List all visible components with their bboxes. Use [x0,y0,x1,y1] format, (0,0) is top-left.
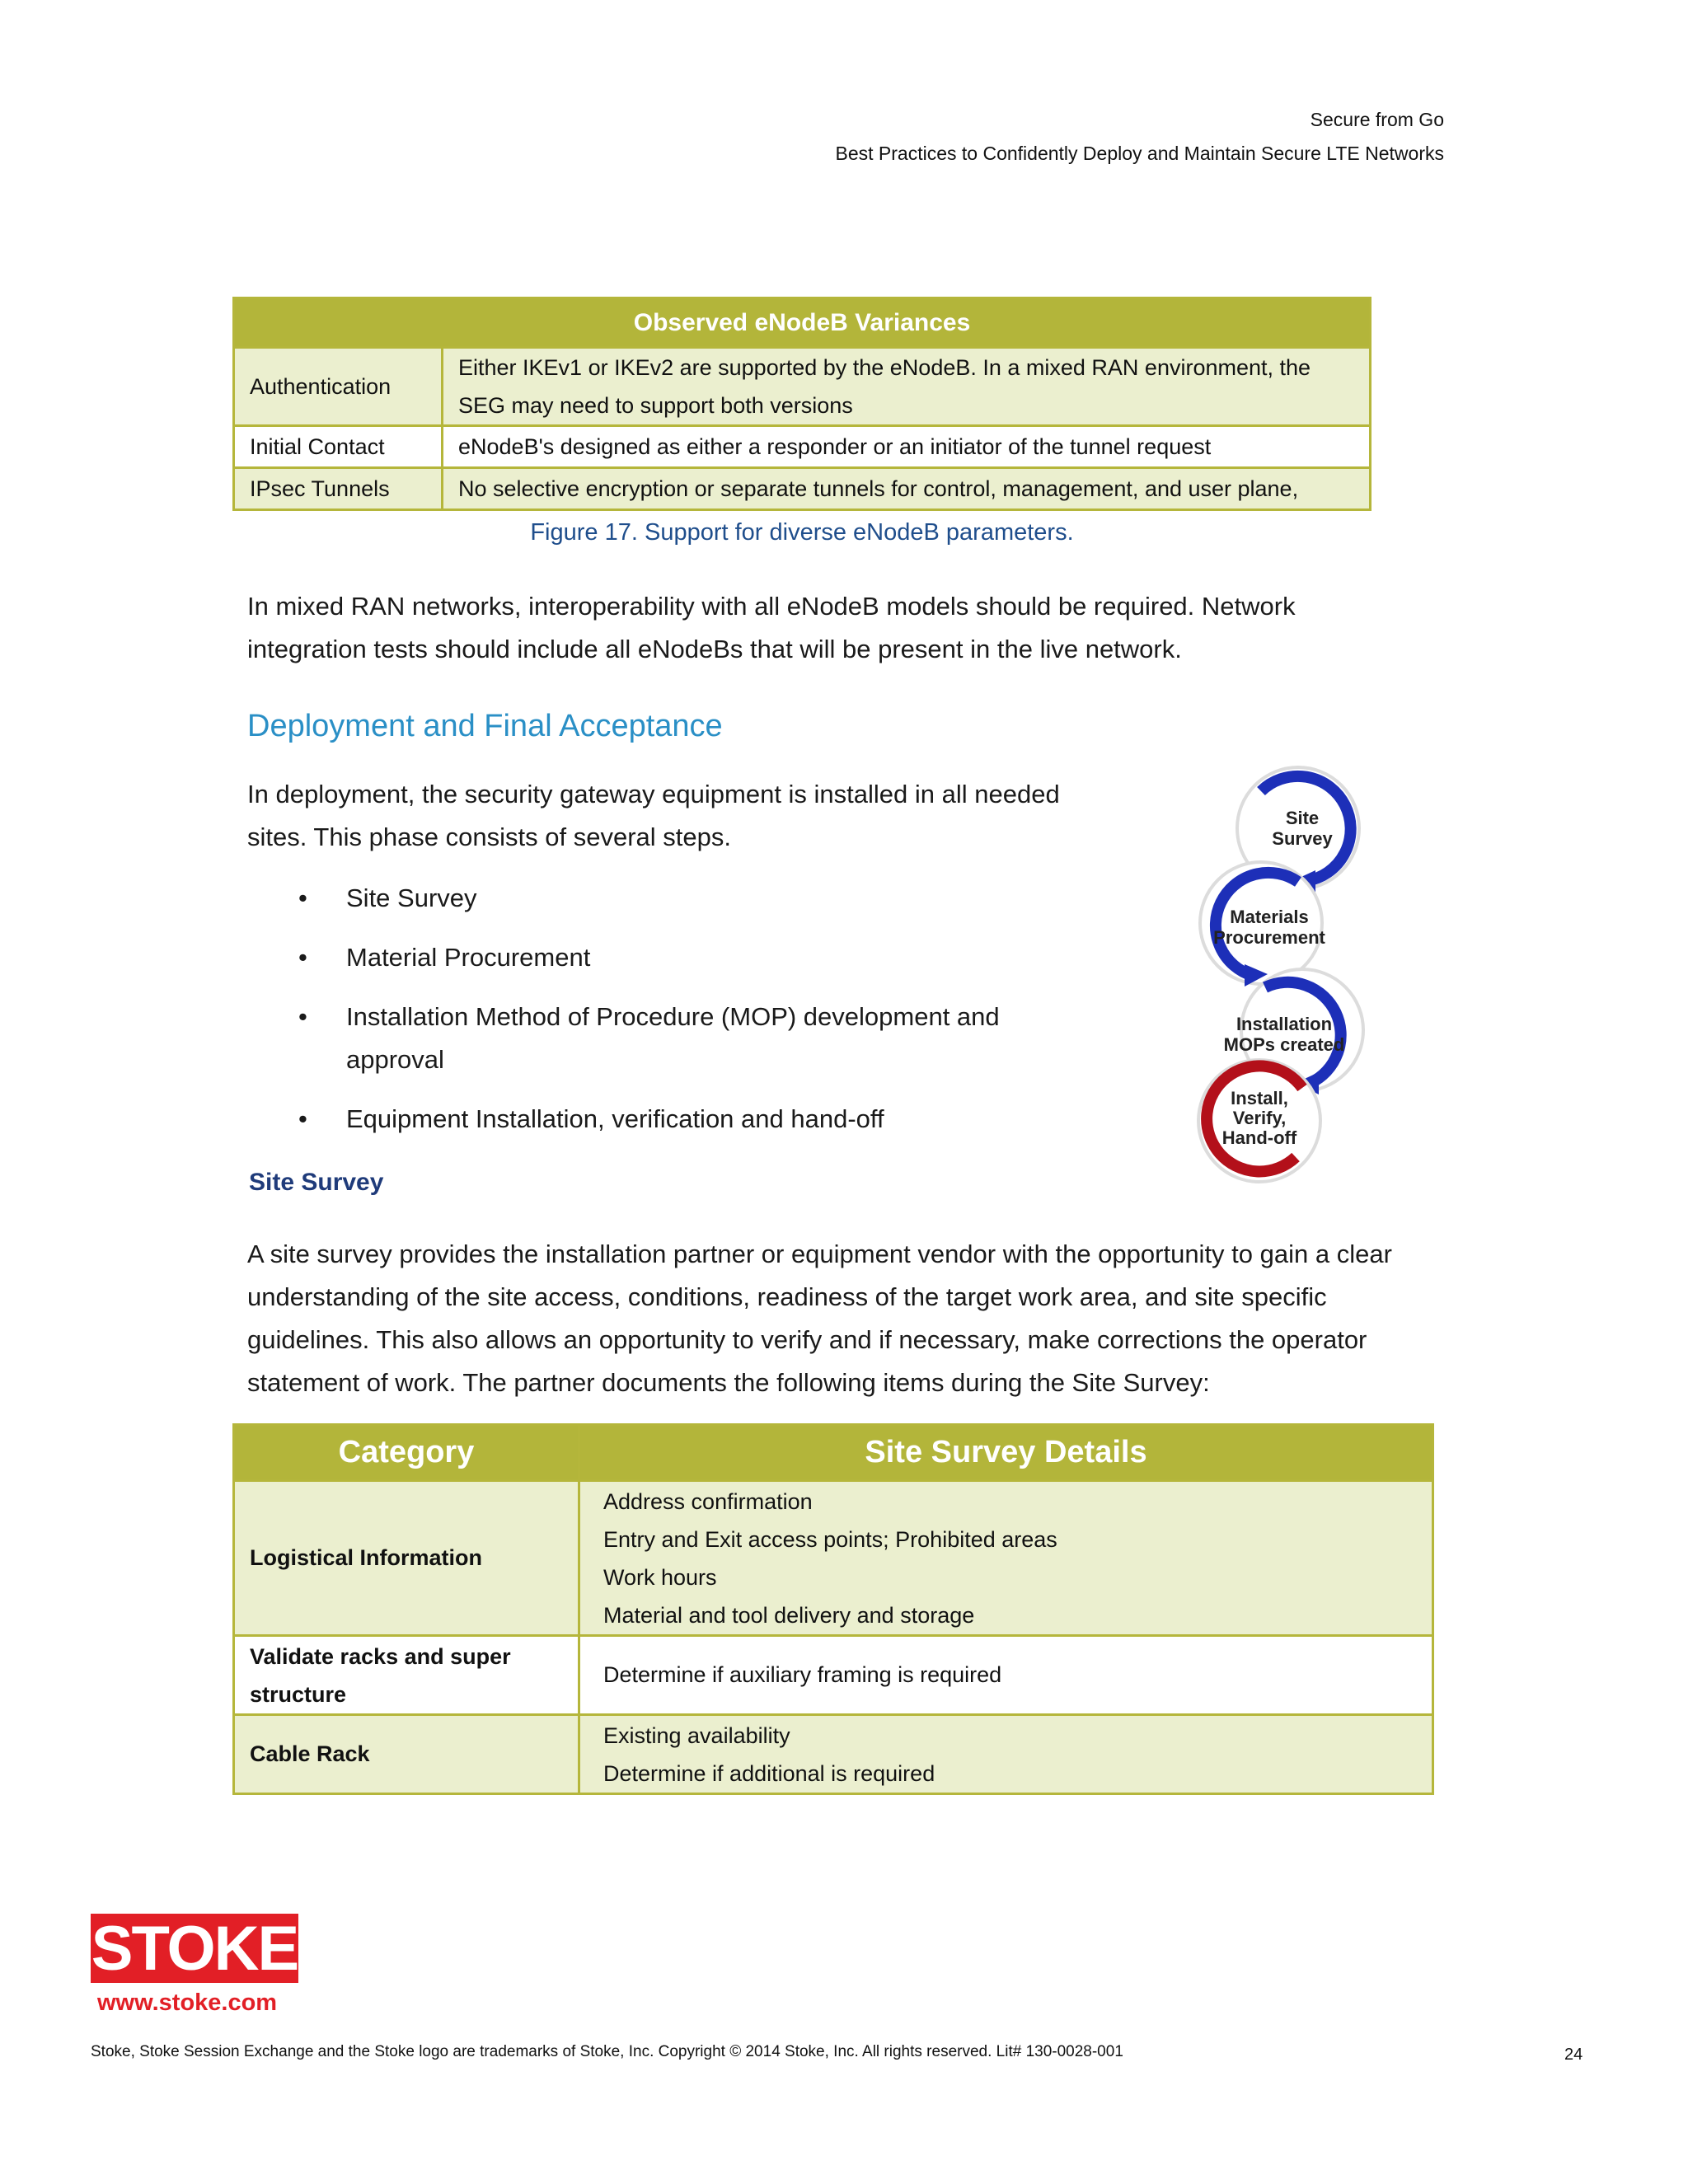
page-number: 24 [1564,2046,1583,2064]
header-subtitle: Best Practices to Confidently Deploy and Maintain Secure LTE Networks [835,143,1444,164]
site-survey-table [232,1423,1434,1795]
details-cell [579,1715,1433,1794]
category-cell: Cable Rack [234,1715,579,1794]
detail-line: Material and tool delivery and storage [603,1602,975,1628]
subsection-title: Site Survey [249,1169,384,1196]
table-row [234,1715,1433,1794]
step-label: Materials [1230,907,1309,927]
list-item-text: Material Procurement [346,943,591,972]
table-row [234,1636,1433,1715]
text-line: integration tests should include all eNodeBs that will be present in the live network. [247,635,1182,663]
text-line: In mixed RAN networks, interoperability with all eNodeB models should be required. Network [247,592,1296,621]
detail-line: Existing availability [603,1722,790,1748]
list-item-text: Equipment Installation, verification and hand-off [346,1104,884,1133]
list-item-text: approval [346,1045,444,1074]
step-label: Procurement [1213,927,1325,948]
text-line: understanding of the site access, conditions, readiness of the target work area, and site specific [247,1282,1327,1311]
category-line: Validate racks and super [250,1643,511,1669]
variance-text: eNodeB's designed as either a responder or an initiator of the tunnel request [443,426,1371,468]
steps-list [247,877,1154,1157]
variances-table-title: Observed eNodeB Variances [234,298,1371,348]
bullet-icon: • [298,1002,307,1031]
table-row [234,426,1371,468]
text-line: statement of work. The partner documents the following items during the Site Survey: [247,1368,1210,1397]
bullet-icon: • [298,943,307,972]
category-line: structure [250,1681,347,1707]
bullet-icon: • [298,883,307,912]
logo-text: STOKE [91,1913,298,1984]
step-label: Site [1285,808,1320,828]
column-header-details: Site Survey Details [579,1425,1433,1481]
variance-text-line: Either IKEv1 or IKEv2 are supported by the eNodeB. In a mixed RAN environment, the [458,355,1311,380]
details-cell [579,1481,1433,1636]
step-label: Survey [1272,828,1333,849]
details-cell: Determine if auxiliary framing is required [579,1636,1433,1715]
variance-text: No selective encryption or separate tunnels for control, management, and user plane, [443,468,1371,510]
text-line: sites. This phase consists of several steps. [247,823,731,851]
step-install-verify-handoff [1198,1060,1320,1182]
variance-label: Authentication [234,348,443,426]
variance-text [443,348,1371,426]
table-row [234,468,1371,510]
table-row [234,1481,1433,1636]
list-item [247,996,1154,1081]
text-line: A site survey provides the installation partner or equipment vendor with the opportunity to gain a clear [247,1240,1392,1268]
detail-line: Work hours [603,1564,717,1590]
paragraph-deployment [247,773,1060,859]
table-header-row [234,1425,1433,1481]
deployment-cycle-diagram [1170,758,1385,1195]
category-cell: Logistical Information [234,1481,579,1636]
variance-label: Initial Contact [234,426,443,468]
step-label: Verify, [1232,1108,1287,1128]
step-label: Installation [1236,1014,1333,1034]
figure-caption: Figure 17. Support for diverse eNodeB parameters. [530,519,1074,546]
website-link[interactable]: www.stoke.com [97,1990,278,2016]
detail-line: Determine if additional is required [603,1760,935,1786]
list-item [247,936,1154,979]
list-item-text: Site Survey [346,883,477,912]
step-label: Hand-off [1221,1127,1297,1148]
paragraph-site-survey [247,1233,1392,1404]
detail-line: Address confirmation [603,1488,813,1514]
header-title: Secure from Go [1310,109,1444,130]
list-item [247,1098,1154,1141]
step-label: Install, [1231,1088,1288,1108]
step-label: MOPs created [1223,1034,1345,1055]
section-title: Deployment and Final Acceptance [247,709,723,743]
detail-line: Entry and Exit access points; Prohibited areas [603,1526,1057,1552]
list-item [247,877,1154,920]
column-header-category: Category [234,1425,579,1481]
variance-text-line: SEG may need to support both versions [458,393,853,418]
text-line: guidelines. This also allows an opportunity to verify and if necessary, make corrections the operator [247,1325,1367,1354]
stoke-logo[interactable] [91,1914,298,1983]
list-item-text: Installation Method of Procedure (MOP) development and [346,1002,1000,1031]
footer-copyright: Stoke, Stoke Session Exchange and the Stoke logo are trademarks of Stoke, Inc. Copyright © 2014 Stoke, Inc. All rights reserved. Lit# 130-0028-001 [91,2043,1123,2060]
variance-label: IPsec Tunnels [234,468,443,510]
variances-table [232,297,1372,511]
category-cell [234,1636,579,1715]
paragraph-interop [247,585,1296,671]
text-line: In deployment, the security gateway equipment is installed in all needed [247,780,1060,808]
bullet-icon: • [298,1104,307,1133]
table-row [234,348,1371,426]
